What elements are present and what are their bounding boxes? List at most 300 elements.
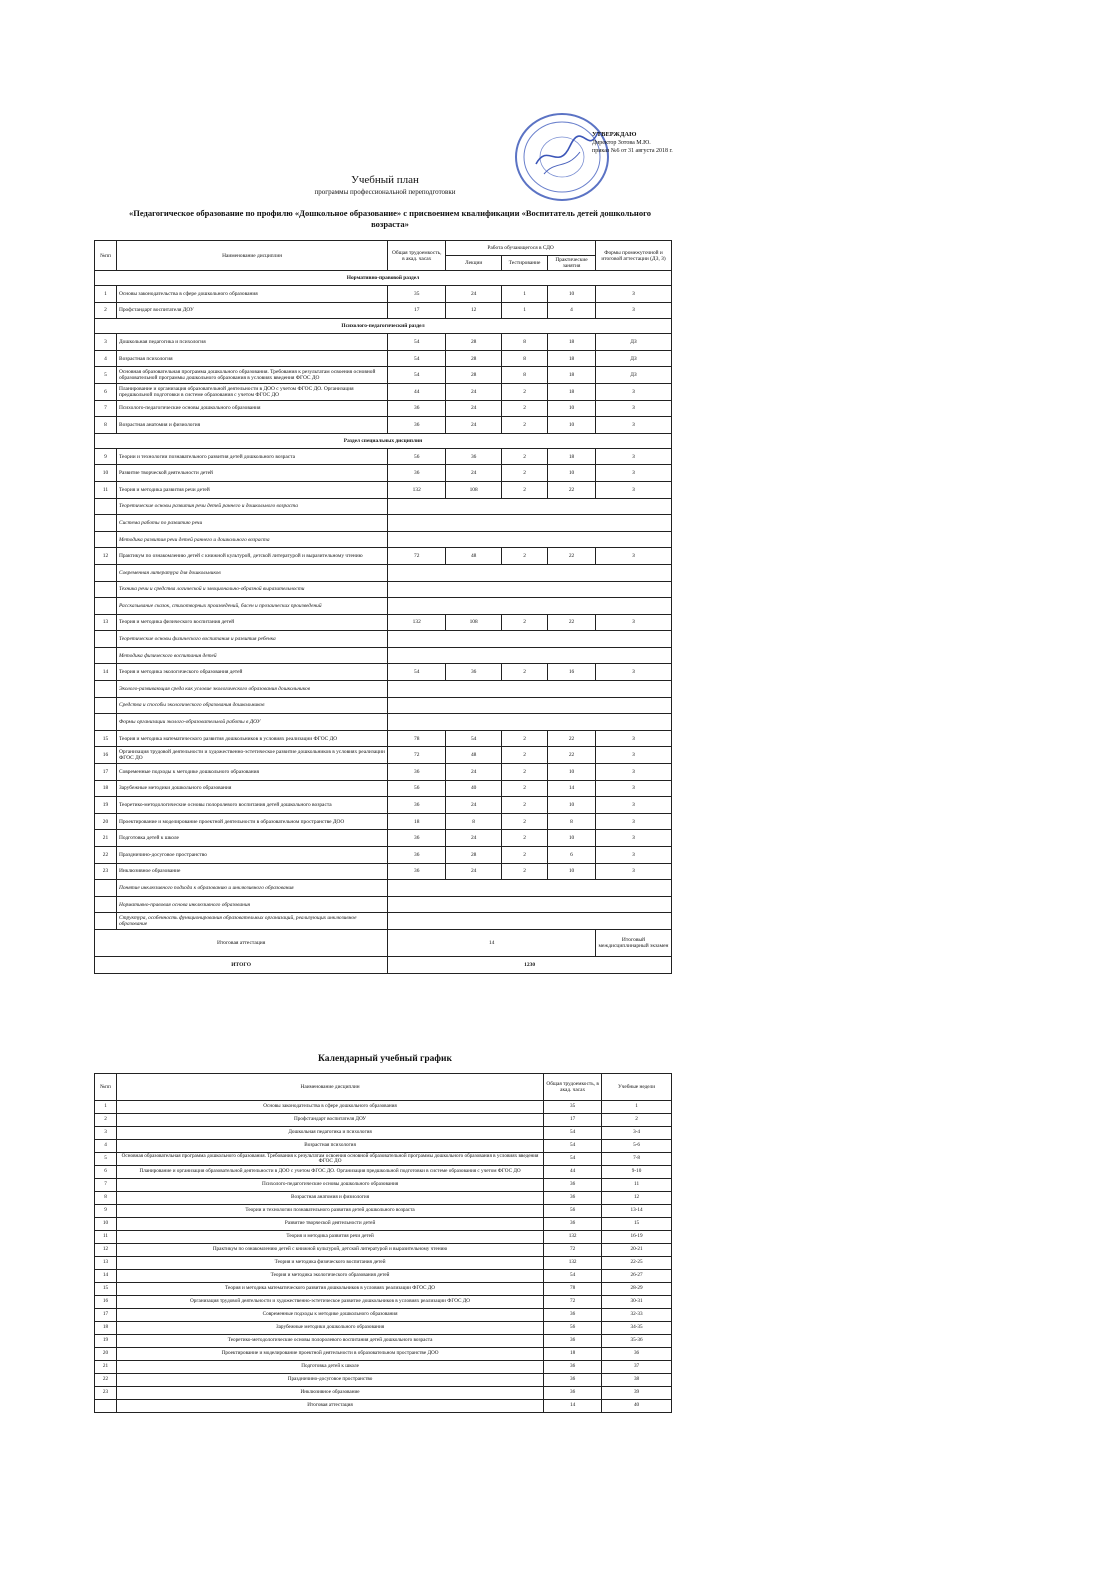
discipline-name: Инклюзивное образование <box>116 863 387 880</box>
row-number: 2 <box>95 1114 117 1127</box>
table-row <box>95 367 672 384</box>
row-number: 22 <box>95 847 117 864</box>
col-lectures: Лекции <box>446 256 502 271</box>
discipline-name: Современные подходы к методике дошкольного образования <box>116 764 387 781</box>
total-hours: 35 <box>544 1101 602 1114</box>
attestation-form: З <box>596 780 672 797</box>
section-row <box>95 433 672 448</box>
discipline-name: Основная образовательная программа дошкольного образования. Требования к результатам освоения основной образовательной программы дошкольного образования в условиях введения ФГОС ДО <box>116 1153 543 1166</box>
table-row <box>95 1192 672 1205</box>
table-row <box>95 830 672 847</box>
testing-hours: 2 <box>502 664 548 681</box>
row-number: 23 <box>95 1387 117 1400</box>
lecture-hours: 24 <box>446 797 502 814</box>
total-hours: 78 <box>388 730 446 747</box>
discipline-name: Итоговая аттестация <box>116 1400 543 1413</box>
table-row <box>95 350 672 367</box>
lecture-hours: 28 <box>446 334 502 351</box>
row-number: 9 <box>95 448 117 465</box>
row-number: 5 <box>95 1153 117 1166</box>
testing-hours: 8 <box>502 350 548 367</box>
discipline-name: Дошкольная педагогика и психология <box>116 334 387 351</box>
table-row <box>95 813 672 830</box>
discipline-name: Возрастная анатомия и физиология <box>116 1192 543 1205</box>
approval-director: Директор Зотова М.Ю. <box>592 140 651 146</box>
total-hours: 54 <box>388 664 446 681</box>
subtopic-row <box>95 631 672 648</box>
subtopic-name: Методика развития речи детей раннего и дошкольного возраста <box>116 531 387 548</box>
calendar-title: Календарный учебный график <box>318 1054 452 1064</box>
cal-col-hours: Общая трудоемкость, в акад. часах <box>544 1074 602 1101</box>
table-row <box>95 1166 672 1179</box>
total-hours: 54 <box>544 1140 602 1153</box>
testing-hours: 2 <box>502 417 548 434</box>
attestation-form: З <box>596 614 672 631</box>
row-number: 3 <box>95 1127 117 1140</box>
lecture-hours: 54 <box>446 730 502 747</box>
col-practice: Практические занятия <box>548 256 596 271</box>
subtopic-name: Теоретические основы развития речи детей раннего и дошкольного возраста <box>116 498 387 515</box>
discipline-name: Теоретико-методологические основы полоролевого воспитания детей дошкольного возраста <box>116 1335 543 1348</box>
table-row <box>95 383 672 400</box>
attestation-form: ДЗ <box>596 350 672 367</box>
practice-hours: 10 <box>548 417 596 434</box>
table-row <box>95 1322 672 1335</box>
discipline-name: Инклюзивное образование <box>116 1387 543 1400</box>
discipline-name: Практикум по ознакомлению детей с книжной культурой, детской литературой и выразительному чтению <box>116 548 387 565</box>
table-row <box>95 1387 672 1400</box>
row-number: 6 <box>95 1166 117 1179</box>
row-number: 16 <box>95 1296 117 1309</box>
total-hours: 36 <box>388 417 446 434</box>
total-hours: 36 <box>544 1309 602 1322</box>
row-number: 20 <box>95 813 117 830</box>
subtopic-name: Теоретические основы физического воспитания и развития ребенка <box>116 631 387 648</box>
table-row <box>95 1348 672 1361</box>
discipline-name: Планирование и организация образовательной деятельности в ДОО с учетом ФГОС ДО. Организация предшкольной подготовки в системе образования с учетом ФГОС ДО <box>116 383 387 400</box>
lecture-hours: 40 <box>446 780 502 797</box>
total-hours: 56 <box>388 780 446 797</box>
subtopic-name: Понятие инклюзивного подхода к образованию и инклюзивного образования <box>116 880 387 897</box>
practice-hours: 6 <box>548 847 596 864</box>
testing-hours: 2 <box>502 780 548 797</box>
study-weeks: 28-29 <box>602 1283 672 1296</box>
discipline-name: Проектирование и моделирование проектной деятельности в образовательном пространстве ДОО <box>116 813 387 830</box>
subtopic-name: Методика физического воспитания детей <box>116 647 387 664</box>
discipline-name: Праздничино-досуговое пространство <box>116 847 387 864</box>
table-row <box>95 1374 672 1387</box>
row-number: 8 <box>95 417 117 434</box>
row-number: 19 <box>95 1335 117 1348</box>
subtopic-name: Структура, особенность функционирования образовательных организаций, реализующих инклюзивное образование <box>116 913 387 930</box>
row-number: 3 <box>95 334 117 351</box>
subtopic-row <box>95 581 672 598</box>
total-hours: 17 <box>388 302 446 319</box>
study-weeks: 20-21 <box>602 1244 672 1257</box>
attestation-form: З <box>596 813 672 830</box>
lecture-hours: 8 <box>446 813 502 830</box>
section-title: Раздел специальных дисциплин <box>95 433 672 448</box>
col-name: Наименование дисциплин <box>116 241 387 271</box>
curriculum-body <box>95 271 672 930</box>
testing-hours: 1 <box>502 302 548 319</box>
testing-hours: 1 <box>502 286 548 303</box>
table-row <box>95 614 672 631</box>
study-weeks: 1 <box>602 1101 672 1114</box>
lecture-hours: 28 <box>446 350 502 367</box>
row-number: 14 <box>95 1270 117 1283</box>
total-hours: 72 <box>544 1296 602 1309</box>
col-testing: Тестирование <box>502 256 548 271</box>
approval-block <box>592 131 702 155</box>
row-number: 1 <box>95 1101 117 1114</box>
final-name: Итоговая аттестация <box>95 929 388 956</box>
table-row <box>95 286 672 303</box>
total-hours: 72 <box>388 548 446 565</box>
table-row <box>95 1270 672 1283</box>
testing-hours: 2 <box>502 797 548 814</box>
discipline-name: Основы законодательства в сфере дошкольного образования <box>116 286 387 303</box>
lecture-hours: 24 <box>446 383 502 400</box>
subtopic-name: Средства и способы экологического образования дошкольников <box>116 697 387 714</box>
table-row <box>95 780 672 797</box>
subtopic-name: Рассказывание сказок, стихотворных произведений, басен и прозаических произведений <box>116 598 387 615</box>
attestation-form: З <box>596 747 672 764</box>
discipline-name: Теория и методика физического воспитания детей <box>116 614 387 631</box>
row-number: 12 <box>95 548 117 565</box>
practice-hours: 10 <box>548 400 596 417</box>
approval-order: приказ №6 от 31 августа 2018 г. <box>592 148 673 154</box>
testing-hours: 2 <box>502 747 548 764</box>
total-hours: 132 <box>388 614 446 631</box>
discipline-name: Дошкольная педагогика и психология <box>116 1127 543 1140</box>
total-hours: 14 <box>544 1400 602 1413</box>
final-attestation-row <box>95 929 672 956</box>
testing-hours: 2 <box>502 830 548 847</box>
attestation-form: З <box>596 383 672 400</box>
row-number: 14 <box>95 664 117 681</box>
section-row <box>95 271 672 286</box>
row-number: 13 <box>95 1257 117 1270</box>
total-hours: 18 <box>544 1348 602 1361</box>
testing-hours: 2 <box>502 383 548 400</box>
table-row <box>95 1361 672 1374</box>
total-hours: 36 <box>388 764 446 781</box>
lecture-hours: 24 <box>446 400 502 417</box>
discipline-name: Возрастная психология <box>116 1140 543 1153</box>
discipline-name: Теории и технологии познавательного развития детей дошкольного возраста <box>116 1205 543 1218</box>
table-row <box>95 1218 672 1231</box>
total-hours: 72 <box>544 1244 602 1257</box>
study-weeks: 32-33 <box>602 1309 672 1322</box>
row-number: 11 <box>95 481 117 498</box>
total-hours: 56 <box>544 1322 602 1335</box>
subtopic-name: Система работы по развитию речи <box>116 515 387 532</box>
practice-hours: 16 <box>548 664 596 681</box>
practice-hours: 18 <box>548 367 596 384</box>
study-weeks: 40 <box>602 1400 672 1413</box>
total-hours: 132 <box>544 1257 602 1270</box>
lecture-hours: 36 <box>446 448 502 465</box>
discipline-name: Теория и методика экологического образования детей <box>116 664 387 681</box>
study-weeks: 36 <box>602 1348 672 1361</box>
table-row <box>95 1205 672 1218</box>
total-hours: 54 <box>388 350 446 367</box>
table-row <box>95 1335 672 1348</box>
row-number: 18 <box>95 1322 117 1335</box>
discipline-name: Подготовка детей к школе <box>116 830 387 847</box>
attestation-form: З <box>596 465 672 482</box>
subtopic-row <box>95 913 672 930</box>
lecture-hours: 48 <box>446 548 502 565</box>
total-hours: 132 <box>388 481 446 498</box>
study-weeks: 2 <box>602 1114 672 1127</box>
discipline-name: Психолого-педагогические основы дошкольного образования <box>116 1179 543 1192</box>
section-row <box>95 319 672 334</box>
section-title: Нормативно-правовой раздел <box>95 271 672 286</box>
practice-hours: 22 <box>548 614 596 631</box>
attestation-form: З <box>596 847 672 864</box>
discipline-name: Профстандарт воспитателя ДОУ <box>116 1114 543 1127</box>
row-number: 18 <box>95 780 117 797</box>
table-row <box>95 481 672 498</box>
lecture-hours: 24 <box>446 830 502 847</box>
attestation-form: З <box>596 664 672 681</box>
total-hours: 36 <box>388 465 446 482</box>
total-hours: 36 <box>388 400 446 417</box>
total-hours: 36 <box>388 830 446 847</box>
total-hours: 36 <box>544 1218 602 1231</box>
practice-hours: 10 <box>548 465 596 482</box>
study-weeks: 22-25 <box>602 1257 672 1270</box>
row-number: 21 <box>95 1361 117 1374</box>
table-row <box>95 417 672 434</box>
discipline-name: Организация трудовой деятельности и художественно-эстетическое развитие дошкольников в условиях реализации ФГОС ДО <box>116 1296 543 1309</box>
total-hours: 36 <box>388 847 446 864</box>
lecture-hours: 24 <box>446 286 502 303</box>
total-hours: 56 <box>544 1205 602 1218</box>
final-form: Итоговый междисциплинарный экзамен <box>596 929 672 956</box>
discipline-name: Основная образовательная программа дошкольного образования. Требования к результатам освоения основной образовательной программы дошкольного образования в условиях введения ФГОС ДО <box>116 367 387 384</box>
testing-hours: 2 <box>502 863 548 880</box>
subtopic-row <box>95 598 672 615</box>
discipline-name: Теория и методика экологического образования детей <box>116 1270 543 1283</box>
row-number: 13 <box>95 614 117 631</box>
practice-hours: 8 <box>548 813 596 830</box>
practice-hours: 10 <box>548 764 596 781</box>
subtopic-name: Формы организации эколого-образовательной работы в ДОУ <box>116 714 387 731</box>
discipline-name: Праздничино-досуговое пространство <box>116 1374 543 1387</box>
discipline-name: Теория и методика математического развития дошкольников в условиях реализации ФГОС ДО <box>116 730 387 747</box>
table-row <box>95 764 672 781</box>
practice-hours: 10 <box>548 286 596 303</box>
total-hours: 36 <box>544 1192 602 1205</box>
row-number: 5 <box>95 367 117 384</box>
total-hours: 36 <box>544 1335 602 1348</box>
lecture-hours: 108 <box>446 481 502 498</box>
subtopic-row <box>95 681 672 698</box>
row-number <box>95 1400 117 1413</box>
approval-title: УТВЕРЖДАЮ <box>592 131 637 138</box>
practice-hours: 10 <box>548 797 596 814</box>
discipline-name: Возрастная психология <box>116 350 387 367</box>
row-number: 8 <box>95 1192 117 1205</box>
total-hours: 72 <box>388 747 446 764</box>
attestation-form: ДЗ <box>596 367 672 384</box>
subtopic-row <box>95 515 672 532</box>
total-hours: 36 <box>388 797 446 814</box>
table-row <box>95 548 672 565</box>
attestation-form: З <box>596 481 672 498</box>
discipline-name: Возрастная анатомия и физиология <box>116 417 387 434</box>
testing-hours: 2 <box>502 465 548 482</box>
cal-col-name: Наименование дисциплин <box>116 1074 543 1101</box>
study-weeks: 26-27 <box>602 1270 672 1283</box>
row-number: 12 <box>95 1244 117 1257</box>
discipline-name: Практикум по ознакомлению детей с книжной культурой, детской литературой и выразительному чтению <box>116 1244 543 1257</box>
subtopic-name: Эколого-развивающая среда как условие экологического образования дошкольников <box>116 681 387 698</box>
total-hours: 36 <box>544 1374 602 1387</box>
study-weeks: 3-4 <box>602 1127 672 1140</box>
total-hours: 54 <box>544 1270 602 1283</box>
lecture-hours: 24 <box>446 465 502 482</box>
total-hours: 35 <box>388 286 446 303</box>
row-number: 17 <box>95 1309 117 1322</box>
table-row <box>95 747 672 764</box>
table-row <box>95 1244 672 1257</box>
discipline-name: Зарубежные методики дошкольного образования <box>116 1322 543 1335</box>
row-number: 1 <box>95 286 117 303</box>
row-number: 21 <box>95 830 117 847</box>
total-hours: 36 <box>544 1179 602 1192</box>
row-number: 11 <box>95 1231 117 1244</box>
discipline-name: Теории и технологии познавательного развития детей дошкольного возраста <box>116 448 387 465</box>
total-hours: 54 <box>388 367 446 384</box>
study-weeks: 34-35 <box>602 1322 672 1335</box>
table-row <box>95 863 672 880</box>
table-row <box>95 302 672 319</box>
table-row <box>95 1400 672 1413</box>
document-subtitle: программы профессиональной переподготовки <box>314 188 456 196</box>
study-weeks: 35-36 <box>602 1335 672 1348</box>
table-row <box>95 730 672 747</box>
discipline-name: Современные подходы к методике дошкольного образования <box>116 1309 543 1322</box>
total-hours: 17 <box>544 1114 602 1127</box>
attestation-form: З <box>596 797 672 814</box>
table-row <box>95 465 672 482</box>
row-number: 22 <box>95 1374 117 1387</box>
subtopic-row <box>95 896 672 913</box>
discipline-name: Подготовка детей к школе <box>116 1361 543 1374</box>
table-row <box>95 400 672 417</box>
total-hours: 36 <box>544 1361 602 1374</box>
discipline-name: Теория и методика математического развития дошкольников в условиях реализации ФГОС ДО <box>116 1283 543 1296</box>
lecture-hours: 12 <box>446 302 502 319</box>
col-work: Работа обучающегося в СДО <box>446 241 596 256</box>
discipline-name: Планирование и организация образовательной деятельности в ДОО с учетом ФГОС ДО. Организация предшкольной подготовки в системе образования с учетом ФГОС ДО <box>116 1166 543 1179</box>
lecture-hours: 24 <box>446 764 502 781</box>
discipline-name: Проектирование и моделирование проектной деятельности в образовательном пространстве ДОО <box>116 1348 543 1361</box>
attestation-form: ДЗ <box>596 334 672 351</box>
row-number: 15 <box>95 1283 117 1296</box>
row-number: 23 <box>95 863 117 880</box>
practice-hours: 18 <box>548 383 596 400</box>
table-row <box>95 1309 672 1322</box>
testing-hours: 2 <box>502 448 548 465</box>
practice-hours: 18 <box>548 448 596 465</box>
row-number: 17 <box>95 764 117 781</box>
practice-hours: 4 <box>548 302 596 319</box>
practice-hours: 10 <box>548 830 596 847</box>
row-number: 7 <box>95 1179 117 1192</box>
total-hours: 54 <box>388 334 446 351</box>
lecture-hours: 24 <box>446 863 502 880</box>
testing-hours: 2 <box>502 481 548 498</box>
curriculum-table <box>94 240 672 974</box>
practice-hours: 22 <box>548 548 596 565</box>
lecture-hours: 28 <box>446 367 502 384</box>
study-weeks: 15 <box>602 1218 672 1231</box>
subtopic-row <box>95 498 672 515</box>
testing-hours: 8 <box>502 367 548 384</box>
lecture-hours: 48 <box>446 747 502 764</box>
discipline-name: Теория и методика физического воспитания детей <box>116 1257 543 1270</box>
testing-hours: 2 <box>502 764 548 781</box>
subtopic-row <box>95 697 672 714</box>
row-number: 7 <box>95 400 117 417</box>
lecture-hours: 36 <box>446 664 502 681</box>
col-forms: Формы промежуточной и итоговой аттестации (ДЗ, З) <box>596 241 672 271</box>
row-number: 16 <box>95 747 117 764</box>
row-number: 10 <box>95 1218 117 1231</box>
total-hours: 36 <box>544 1387 602 1400</box>
study-weeks: 39 <box>602 1387 672 1400</box>
total-hours: 54 <box>544 1127 602 1140</box>
subtopic-name: Техника речи и средства логической и эмоционально-образной выразительности <box>116 581 387 598</box>
lecture-hours: 28 <box>446 847 502 864</box>
subtopic-row <box>95 880 672 897</box>
table-row <box>95 1153 672 1166</box>
col-num: №пп <box>95 241 117 271</box>
discipline-name: Основы законодательства в сфере дошкольного образования <box>116 1101 543 1114</box>
row-number: 19 <box>95 797 117 814</box>
row-number: 4 <box>95 350 117 367</box>
table-row <box>95 448 672 465</box>
subtopic-name: Нормативно-правовая основа инклюзивного образования <box>116 896 387 913</box>
practice-hours: 22 <box>548 481 596 498</box>
row-number: 10 <box>95 465 117 482</box>
study-weeks: 16-19 <box>602 1231 672 1244</box>
study-weeks: 37 <box>602 1361 672 1374</box>
program-title: «Педагогическое образование по профилю «Дошкольное образование» с присвоением квалификации «Воспитатель детей дошкольного возраста» <box>129 208 651 229</box>
testing-hours: 2 <box>502 813 548 830</box>
total-hours: 56 <box>388 448 446 465</box>
total-row <box>95 956 672 973</box>
cal-col-weeks: Учебные недели <box>602 1074 672 1101</box>
discipline-name: Зарубежные методики дошкольного образования <box>116 780 387 797</box>
study-weeks: 7-8 <box>602 1153 672 1166</box>
lecture-hours: 108 <box>446 614 502 631</box>
calendar-body <box>95 1101 672 1413</box>
attestation-form: З <box>596 302 672 319</box>
table-row <box>95 1231 672 1244</box>
table-row <box>95 1114 672 1127</box>
row-number: 20 <box>95 1348 117 1361</box>
total-label: ИТОГО <box>95 956 388 973</box>
total-hours: 78 <box>544 1283 602 1296</box>
discipline-name: Развитие творческой деятельности детей <box>116 1218 543 1231</box>
study-weeks: 11 <box>602 1179 672 1192</box>
